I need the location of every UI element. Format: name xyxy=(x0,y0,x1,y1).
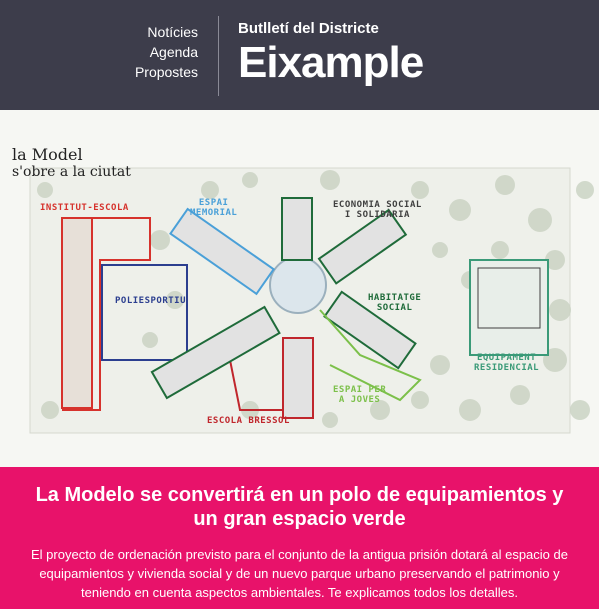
nav-item-noticies[interactable]: Notícies xyxy=(147,24,198,40)
label-economia-social-text: ECONOMIA SOCIAL I SOLIDÀRIA xyxy=(333,200,422,220)
brand-title: Eixample xyxy=(238,38,424,87)
label-habitatge-social xyxy=(368,293,421,313)
map-title-line1: la Model xyxy=(12,145,83,164)
article-summary: El proyecto de ordenación previsto para el conjunto de la antigua prisión dotará al espacio de equipamientos y vivienda social y de un nuevo parque urbano preservando el patrimonio y teniendo en cuenta aspectos ambientales. Te explicamos todos los detalles. xyxy=(31,547,568,600)
nav-item-propostes[interactable]: Propostes xyxy=(134,64,198,80)
label-institut-escola-text: INSTITUT-ESCOLA xyxy=(40,203,129,213)
article-headline[interactable]: La Modelo se convertirá en un polo de equipamientos y un gran espacio verde xyxy=(35,484,564,530)
label-escola-bressol xyxy=(207,416,290,426)
map-title-line2: s'obre a la ciutat xyxy=(12,164,131,180)
brand-subtitle: Butlletí del Districte xyxy=(238,20,379,37)
article-promo[interactable] xyxy=(0,467,599,609)
label-institut-escola xyxy=(40,203,129,213)
nav-item-agenda[interactable]: Agenda xyxy=(149,44,198,60)
label-poliesportiu-text: POLIESPORTIU xyxy=(115,296,187,306)
label-economia-social xyxy=(333,200,422,220)
map-title xyxy=(12,146,131,181)
label-espai-memorial xyxy=(190,198,237,218)
label-espai-memorial-text: ESPAI MEMORIAL xyxy=(190,198,238,218)
label-espai-joves-text: ESPAI PER A JOVES xyxy=(333,385,387,405)
label-equipament-residencial-text: EQUIPAMENT RESIDENCIAL xyxy=(474,353,540,373)
label-espai-joves xyxy=(333,385,386,405)
site-header xyxy=(0,0,599,110)
label-habitatge-social-text: HABITATGE SOCIAL xyxy=(368,293,422,313)
label-escola-bressol-text: ESCOLA BRESSOL xyxy=(207,416,290,426)
brand[interactable] xyxy=(238,20,423,88)
label-equipament-residencial xyxy=(474,353,539,373)
site-plan-image[interactable] xyxy=(0,110,599,467)
header-divider xyxy=(218,16,219,96)
main-nav xyxy=(135,22,198,82)
label-poliesportiu xyxy=(115,296,186,306)
